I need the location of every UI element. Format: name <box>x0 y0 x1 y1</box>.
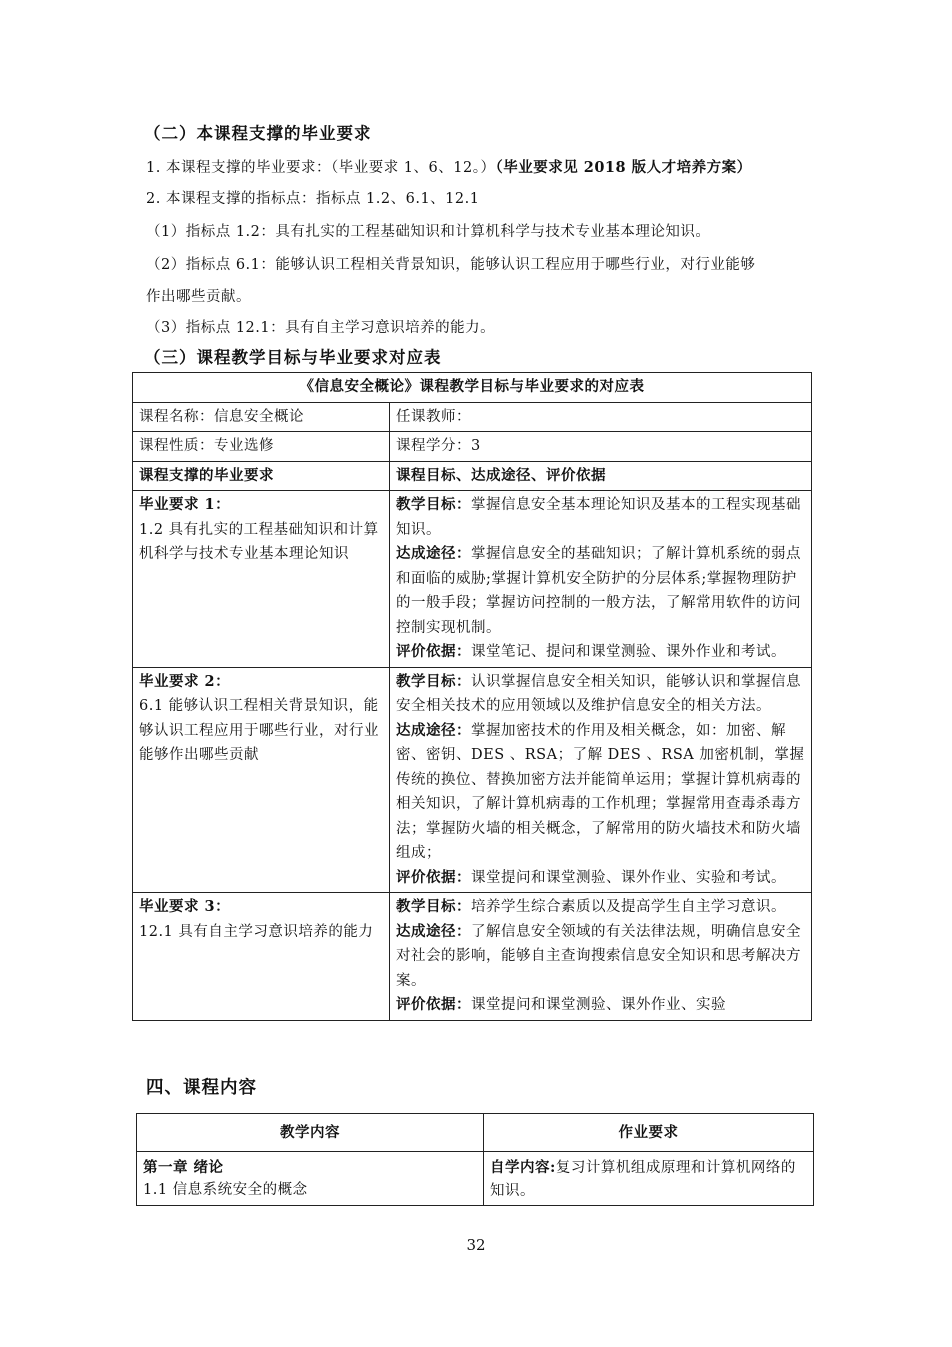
course-content-table <box>136 1113 814 1206</box>
requirement-text: 6.1 能够认识工程相关背景知识，能够认识工程应用于哪些行业，对行业能够作出哪些贡献 <box>139 698 379 763</box>
eval-text: 课堂提问和课堂测验、课外作业、实验 <box>471 997 726 1013</box>
credits: 课程学分：3 <box>390 432 812 462</box>
self-study-label: 自学内容: <box>490 1159 556 1176</box>
column-header-objectives: 课程目标、达成途径、评价依据 <box>390 461 812 491</box>
eval-label: 评价依据： <box>396 643 471 660</box>
objective-cell <box>390 491 812 668</box>
column-header-homework: 作业要求 <box>484 1114 814 1152</box>
eval-text: 课堂笔记、提问和课堂测验、课外作业和考试。 <box>471 644 786 660</box>
table-title: 《信息安全概论》课程教学目标与毕业要求的对应表 <box>133 373 812 403</box>
column-header-requirements: 课程支撑的毕业要求 <box>133 461 390 491</box>
path-text: 掌握信息安全的基础知识；了解计算机系统的弱点和面临的威胁;掌握计算机安全防护的分层体系;掌握物理防护的一般手段；掌握访问控制的一般方法，了解常用软件的访问控制实现机制。 <box>396 546 801 636</box>
requirement-title: 毕业要求 2： <box>139 672 231 690</box>
goal-text: 认识掌握信息安全相关知识，能够认识和掌握信息安全相关技术的应用领域以及维护信息安全的相关方法。 <box>396 673 801 714</box>
chapter-title: 第一章 绪论 <box>143 1159 224 1176</box>
goal-text: 掌握信息安全基本理论知识及基本的工程实现基础知识。 <box>396 497 801 538</box>
requirement-note: （毕业要求见 2018 版人才培养方案） <box>495 159 752 176</box>
indicator-item-1: （1）指标点 1.2：具有扎实的工程基础知识和计算机科学与技术专业基本理论知识。 <box>146 224 711 240</box>
table-row <box>133 491 812 668</box>
path-text: 掌握加密技术的作用及相关概念，如：加密、解密、密钥、DES 、RSA；了解 DES 、RSA 加密机制，掌握传统的换位、替换加密方法并能简单运用；掌握计算机病毒的相关知识，了解计算机病毒的工作机理；掌握常用查毒杀毒方法；掌握防火墙的相关概念，了解常用的防火墙技术和防火墙组成； <box>396 722 805 861</box>
chapter-item: 1.1 信息系统安全的概念 <box>143 1182 308 1198</box>
section-3-heading: （三）课程教学目标与毕业要求对应表 <box>144 348 442 367</box>
table-row <box>137 1152 814 1206</box>
homework-cell <box>484 1152 814 1206</box>
objective-cell <box>390 893 812 1021</box>
requirement-title: 毕业要求 1： <box>139 496 231 513</box>
course-nature: 课程性质：专业选修 <box>133 432 390 462</box>
objectives-table <box>132 372 812 1021</box>
requirement-text: 12.1 具有自主学习意识培养的能力 <box>139 923 374 940</box>
goal-label: 教学目标： <box>396 898 471 915</box>
indicator-item-2-line-2: 作出哪些贡献。 <box>146 289 251 305</box>
requirement-line <box>146 158 752 178</box>
self-study-text: 复习计算机组成原理和计算机网络的知识。 <box>490 1160 796 1199</box>
content-cell <box>137 1152 484 1206</box>
path-label: 达成途径： <box>396 545 471 562</box>
indicator-line: 2. 本课程支撑的指标点：指标点 1.2、6.1、12.1 <box>146 191 480 207</box>
goal-label: 教学目标： <box>396 672 471 690</box>
eval-label: 评价依据： <box>396 868 471 886</box>
teacher: 任课教师： <box>390 402 812 432</box>
goal-text: 培养学生综合素质以及提高学生自主学习意识。 <box>471 899 786 915</box>
path-label: 达成途径： <box>396 922 471 940</box>
requirement-text: 1.2 具有扎实的工程基础知识和计算机科学与技术专业基本理论知识 <box>139 521 379 562</box>
table-row <box>133 667 812 893</box>
section-4-heading: 四、课程内容 <box>146 1078 257 1098</box>
page-number: 32 <box>466 1236 486 1254</box>
goal-label: 教学目标： <box>396 496 471 513</box>
section-2-heading: （二）本课程支撑的毕业要求 <box>144 124 372 143</box>
requirement-cell <box>133 491 390 668</box>
requirement-text: 1. 本课程支撑的毕业要求：（毕业要求 1、6、12。） <box>146 160 496 176</box>
path-text: 了解信息安全领域的有关法律法规，明确信息安全对社会的影响，能够自主查询搜索信息安全知识和思考解决方案。 <box>396 923 801 989</box>
requirement-cell <box>133 893 390 1021</box>
course-name: 课程名称：信息安全概论 <box>133 402 390 432</box>
eval-text: 课堂提问和课堂测验、课外作业、实验和考试。 <box>471 869 786 886</box>
requirement-title: 毕业要求 3： <box>139 898 231 915</box>
indicator-item-2-line-1: （2）指标点 6.1：能够认识工程相关背景知识，能够认识工程应用于哪些行业，对行业能够 <box>146 257 756 273</box>
table-row <box>133 893 812 1021</box>
path-label: 达成途径： <box>396 721 471 739</box>
column-header-content: 教学内容 <box>137 1114 484 1152</box>
objective-cell <box>390 667 812 893</box>
requirement-cell <box>133 667 390 893</box>
eval-label: 评价依据： <box>396 996 471 1013</box>
indicator-item-3: （3）指标点 12.1：具有自主学习意识培养的能力。 <box>146 320 496 336</box>
